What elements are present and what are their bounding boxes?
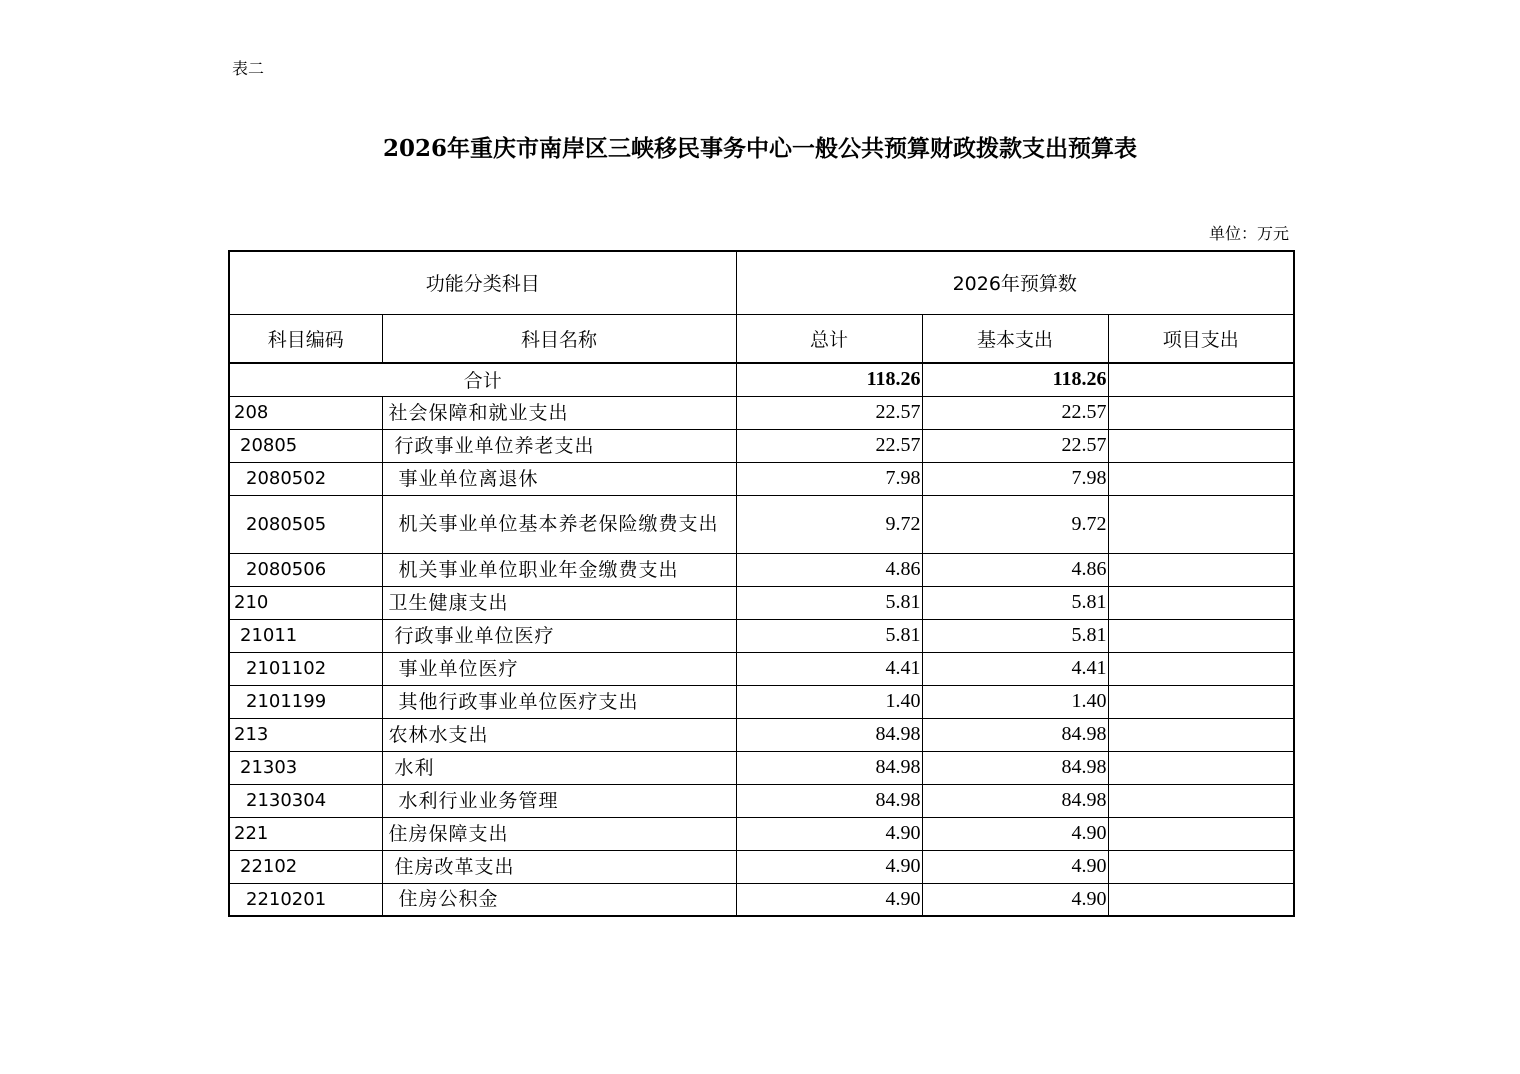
row-total: 84.98 [736,751,922,784]
doc-label: 表二 [232,59,265,78]
row-total: 5.81 [736,619,922,652]
row-name: 行政事业单位养老支出 [382,429,736,462]
row-code: 208 [229,396,382,429]
row-name: 社会保障和就业支出 [382,396,736,429]
table-row [229,751,1294,784]
row-code: 213 [229,718,382,751]
row-total: 22.57 [736,396,922,429]
row-name: 事业单位离退休 [382,462,736,495]
total-project [1108,363,1294,396]
row-name: 卫生健康支出 [382,586,736,619]
header-name: 科目名称 [382,314,736,363]
table-row [229,429,1294,462]
table-row [229,462,1294,495]
row-code: 210 [229,586,382,619]
row-code: 22102 [229,850,382,883]
row-code: 2080506 [229,553,382,586]
header-category: 功能分类科目 [229,251,736,314]
header-project: 项目支出 [1108,314,1294,363]
row-basic: 5.81 [922,586,1108,619]
row-basic: 9.72 [922,495,1108,553]
row-basic: 4.41 [922,652,1108,685]
table-row [229,396,1294,429]
table-row [229,784,1294,817]
row-project [1108,784,1294,817]
row-basic: 84.98 [922,751,1108,784]
row-project [1108,751,1294,784]
row-total: 9.72 [736,495,922,553]
header-row-top [229,251,1294,314]
row-basic: 4.90 [922,850,1108,883]
total-label: 合计 [229,363,736,396]
row-name: 其他行政事业单位医疗支出 [382,685,736,718]
row-name: 住房公积金 [382,883,736,916]
header-row-bottom [229,314,1294,363]
row-basic: 84.98 [922,718,1108,751]
total-total: 118.26 [736,363,922,396]
row-total: 4.90 [736,883,922,916]
row-name: 水利行业业务管理 [382,784,736,817]
row-total: 84.98 [736,784,922,817]
row-total: 4.90 [736,850,922,883]
row-code: 221 [229,817,382,850]
row-basic: 84.98 [922,784,1108,817]
row-name: 水利 [382,751,736,784]
table-row [229,619,1294,652]
row-project [1108,883,1294,916]
total-row [229,363,1294,396]
total-basic: 118.26 [922,363,1108,396]
row-project [1108,817,1294,850]
row-total: 22.57 [736,429,922,462]
unit-label: 单位：万元 [1208,224,1289,243]
row-code: 20805 [229,429,382,462]
table-row [229,553,1294,586]
table-row [229,652,1294,685]
row-project [1108,685,1294,718]
row-code: 2210201 [229,883,382,916]
row-project [1108,619,1294,652]
row-total: 5.81 [736,586,922,619]
row-basic: 7.98 [922,462,1108,495]
table-row [229,495,1294,553]
table-row [229,817,1294,850]
row-name: 农林水支出 [382,718,736,751]
budget-table [228,250,1295,917]
row-code: 2101102 [229,652,382,685]
row-name: 事业单位医疗 [382,652,736,685]
header-total: 总计 [736,314,922,363]
table-row [229,586,1294,619]
row-project [1108,718,1294,751]
row-name: 机关事业单位职业年金缴费支出 [382,553,736,586]
row-code: 2080505 [229,495,382,553]
table-row [229,883,1294,916]
table-row [229,718,1294,751]
row-total: 84.98 [736,718,922,751]
row-basic: 5.81 [922,619,1108,652]
row-code: 21303 [229,751,382,784]
row-code: 2130304 [229,784,382,817]
row-project [1108,553,1294,586]
row-name: 行政事业单位医疗 [382,619,736,652]
row-basic: 22.57 [922,396,1108,429]
row-project [1108,462,1294,495]
row-total: 4.86 [736,553,922,586]
row-project [1108,652,1294,685]
row-name: 住房改革支出 [382,850,736,883]
row-basic: 4.86 [922,553,1108,586]
row-project [1108,495,1294,553]
row-project [1108,586,1294,619]
row-total: 1.40 [736,685,922,718]
header-code: 科目编码 [229,314,382,363]
page-title: 2026年重庆市南岸区三峡移民事务中心一般公共预算财政拨款支出预算表 [382,135,1137,162]
row-code: 2080502 [229,462,382,495]
row-project [1108,850,1294,883]
row-basic: 1.40 [922,685,1108,718]
row-name: 住房保障支出 [382,817,736,850]
row-basic: 4.90 [922,817,1108,850]
row-name: 机关事业单位基本养老保险缴费支出 [382,495,736,553]
table-row [229,685,1294,718]
row-project [1108,429,1294,462]
row-total: 4.41 [736,652,922,685]
row-total: 4.90 [736,817,922,850]
row-basic: 22.57 [922,429,1108,462]
row-project [1108,396,1294,429]
row-code: 2101199 [229,685,382,718]
row-basic: 4.90 [922,883,1108,916]
row-code: 21011 [229,619,382,652]
header-budget-year: 2026年预算数 [736,251,1294,314]
table-row [229,850,1294,883]
row-total: 7.98 [736,462,922,495]
header-basic: 基本支出 [922,314,1108,363]
